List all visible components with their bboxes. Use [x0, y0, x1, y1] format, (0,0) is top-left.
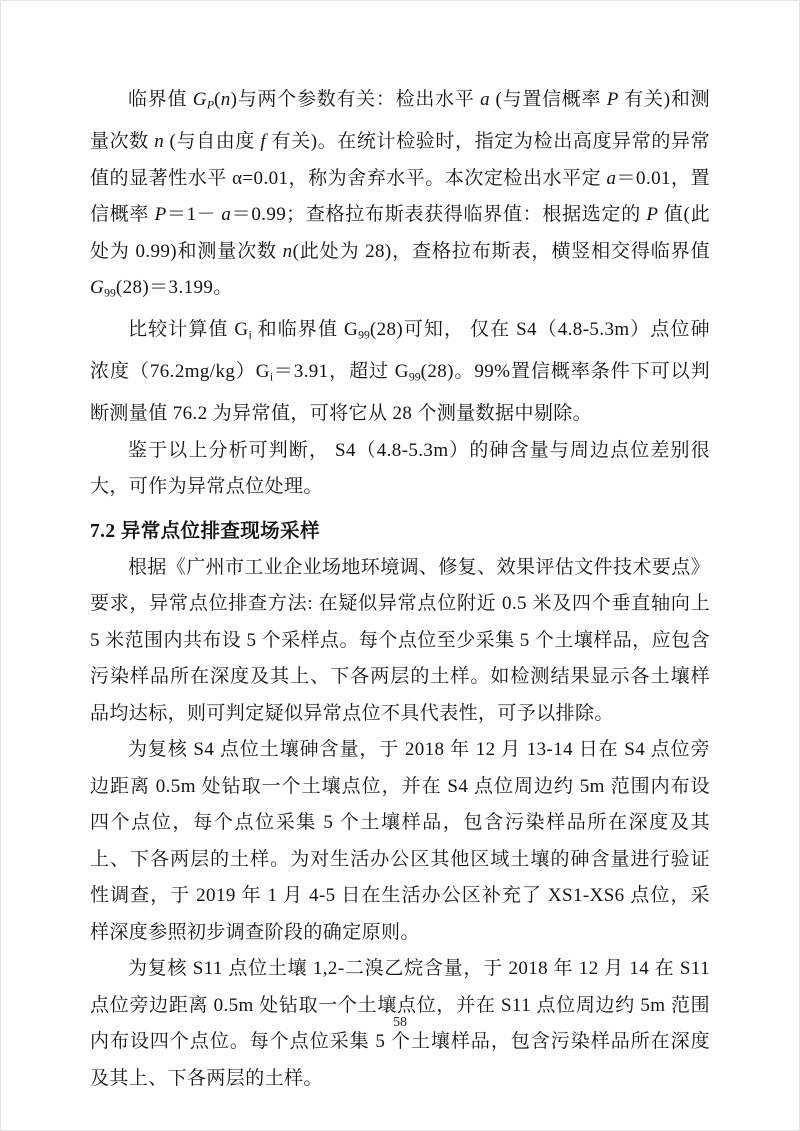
paragraph-conclusion: 鉴于以上分析可判断， S4（4.8-5.3m）的砷含量与周边点位差别很大，可作为异常点位处理。 — [90, 439, 710, 498]
document-body — [90, 82, 710, 1097]
section-heading-7-2: 7.2 异常点位排查现场采样 — [90, 520, 320, 542]
paragraph-comparison: 比较计算值 $G_i$ 和临界值 $G_{99}(28)$可知， 仅在 S4（4.8-5.3m）点位砷浓度$(76.2mg/kg)G_i=3.91$，超过 $G_{99}(28)$。99%置信概率条件下可以判断测量值 76.2 为异常值，可将它从 28 个测量数据中剔除。 — [90, 319, 710, 425]
paragraph-method: 根据《广州市工业企业场地环境调、修复、效果评估文件技术要点》要求，异常点位排查方法: 在疑似异常点位附近 0.5 米及四个垂直轴向上 5 米范围内共布设 5 个采样点。每个点位至少采集 5 个土壤样品，应包含污染样品所在深度及其上、下各两层的土样。如检测结果显示各土壤样品均达标，则可判定疑似异常点位不具代表性，可予以排除。 — [90, 556, 711, 724]
page-number: 58 — [393, 1015, 407, 1030]
paragraph-s11-recheck: 为复核 S11 点位土壤 1,2-二溴乙烷含量，于 2018 年 12 月 14 在 S11 点位旁边距离 0.5m 处钻取一个土壤点位，并在 S11 点位周边约 5m 范围内布设四个点位。每个点位采集 5 个土壤样品，包含污染样品所在深度及其上、下各两层的土样。 — [90, 958, 710, 1089]
paragraph-s4-recheck: 为复核 S4 点位土壤砷含量，于 2018 年 12 月 13-14 日在 S4 点位旁边距离 0.5m 处钻取一个土壤点位，并在 S4 点位周边约 5m 范围内布设四个点位，每个点位采集 5 个土壤样品，包含污染样品所在深度及其上、下各两层的土样。为对生活办公区其他区域土壤的砷含量进行验证性调查，于 2019 年 1 月 4-5 日在生活办公区补充了 XS1-XS6 点位，采样深度参照初步调查阶段的确定原则。 — [90, 739, 710, 943]
paragraph-critical-value: 临界值 $G_P(n)$与两个参数有关：检出水平 a (与置信概率 P 有关)和测量次数 n (与自由度 f 有关)。在统计检验时，指定为检出高度异常的异常值的显著性水平 α=0.01，称为舍弃水平。本次定检出水平定 a＝0.01，置信概率 P＝1－ a＝0.99；查格拉布斯表获得临界值：根据选定的 P 值(此处为 0.99)和测量次数 n(此处为 28)，查格拉布斯表，横竖相交得临界值 $G_{99}(28)=3.199$。 — [90, 89, 710, 300]
